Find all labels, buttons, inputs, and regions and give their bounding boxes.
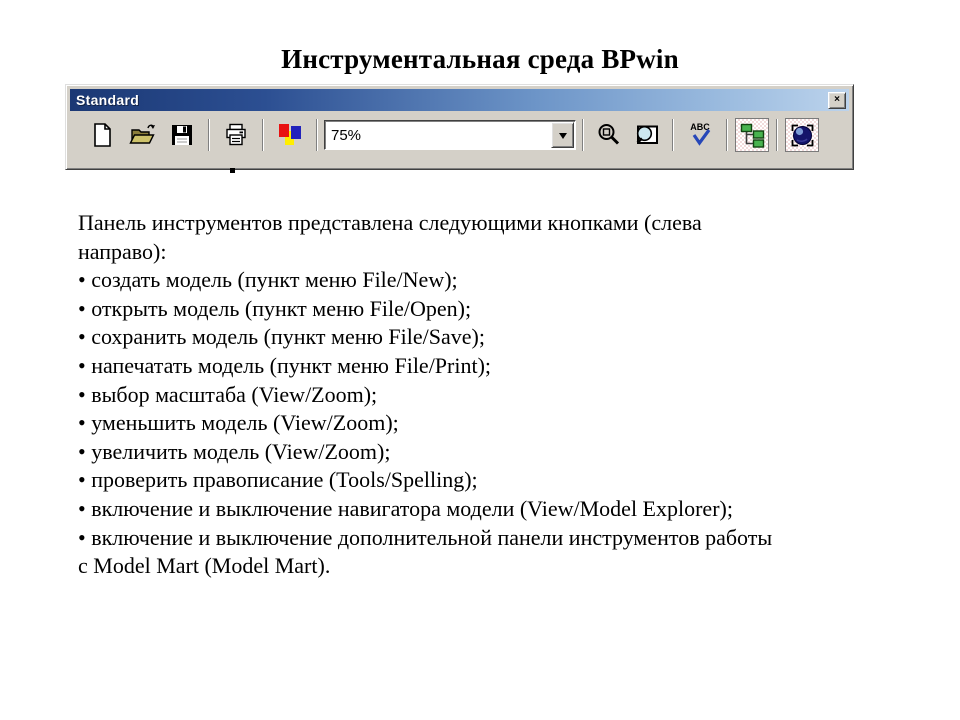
standard-toolbar-window [65,84,854,170]
page-title: Инструментальная среда BPwin [281,44,679,74]
open-folder-icon [129,122,156,148]
zoom-scale-combobox[interactable] [324,120,576,150]
stray-period-dot [230,168,235,173]
spell-check-icon [686,121,714,149]
intro-line: Панель инструментов представлена следующими кнопками (слева [78,210,702,235]
new-model-button[interactable] [82,117,122,153]
close-button[interactable] [828,92,846,109]
bullet-line: • увеличить модель (View/Zoom); [78,438,391,464]
combobox-dropdown-button[interactable] [551,122,574,148]
toolbar-separator [672,119,674,151]
zoom-out-button[interactable] [590,117,628,153]
spell-check-button[interactable] [680,117,720,153]
zoom-in-button[interactable] [628,117,666,153]
toolbar-separator [208,119,210,151]
zoom-out-icon [596,122,622,148]
save-floppy-icon [169,122,195,148]
chevron-down-icon [559,133,567,143]
color-palette-icon [277,122,303,148]
open-model-button[interactable] [122,117,162,153]
model-mart-toggle-button[interactable] [785,118,819,152]
bullet-line: • напечатать модель (пункт меню File/Print); [78,352,492,378]
bullet-line: • уменьшить модель (View/Zoom); [78,410,399,436]
toolbar-separator [582,119,584,151]
toolbar-separator [726,119,728,151]
model-explorer-toggle-button[interactable] [735,118,769,152]
bullet-line: • включение и выключение навигатора модели (View/Model Explorer); [78,495,733,521]
bullet-line-continuation: с Model Mart (Model Mart). [78,553,331,579]
close-icon: × [834,94,840,105]
toolbar-separator [316,119,318,151]
intro-line: направо): [78,238,167,264]
bullet-line: • включение и выключение дополнительной панели инструментов работы [78,524,773,550]
printer-icon [223,122,249,148]
print-model-button[interactable] [216,117,256,153]
zoom-in-icon [634,122,660,148]
model-explorer-icon [739,122,766,149]
toolbar [70,112,849,158]
color-palette-button[interactable] [270,117,310,153]
save-model-button[interactable] [162,117,202,153]
bullet-line: • выбор масштаба (View/Zoom); [78,381,378,407]
model-mart-globe-icon [789,122,816,149]
bullet-line: • проверить правописание (Tools/Spelling); [78,467,478,493]
toolbar-separator [262,119,264,151]
bullet-line: • создать модель (пункт меню File/New); [78,267,458,293]
bullet-line: • открыть модель (пункт меню File/Open); [78,295,472,321]
toolbar-separator [776,119,778,151]
description-text [78,209,772,581]
svg-text:ABC: ABC [690,122,710,132]
bullet-line: • сохранить модель (пункт меню File/Save); [78,324,485,350]
window-titlebar[interactable] [70,89,849,111]
zoom-scale-value: 75% [331,126,362,144]
window-title: Standard [76,92,140,108]
new-document-icon [89,122,115,148]
